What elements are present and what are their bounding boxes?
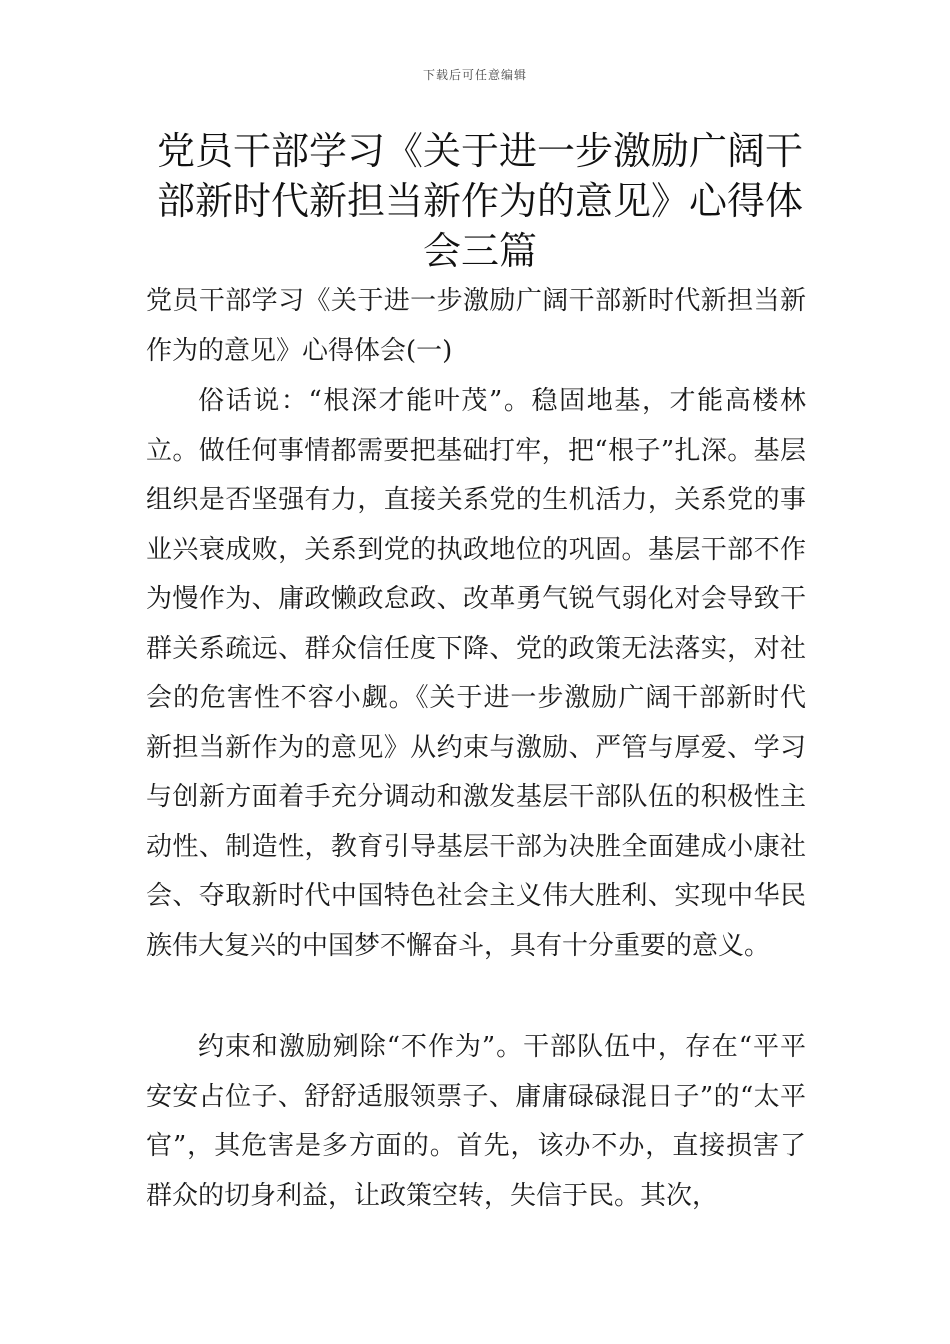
header-note: 下载后可任意编辑 — [422, 68, 527, 82]
section-subtitle: 党员干部学习《关于进一步激励广阔干部新时代新担当新作为的意见》心得体会(一) — [146, 286, 806, 366]
paragraph-2: 约束和激励剜除“不作为”。干部队伍中，存在“平平安安占位子、舒舒适服领票子、庸庸碌碌混日子”的“太平官”，其危害是多方面的。首先，该办不办，直接损害了群众的切身利益，让政策空转，失信于民。其次， — [146, 1032, 806, 1211]
document-title: 党员干部学习《关于进一步激励广阔干部新时代新担当新作为的意见》心得体会三篇 — [156, 129, 803, 273]
paragraph-1: 俗话说：“根深才能叶茂”。稳固地基，才能高楼林立。做任何事情都需要把基础打牢，把“根子”扎深。基层组织是否坚强有力，直接关系党的生机活力，关系党的事业兴衰成败，关系到党的执政地位的巩固。基层干部不作为慢作为、庸政懒政怠政、改革勇气锐气弱化对会导致干群关系疏远、群众信任度下降、党的政策无法落实，对社会的危害性不容小觑。《关于进一步激励广阔干部新时代新担当新作为的意见》从约束与激励、严管与厚爱、学习与创新方面着手充分调动和激发基层干部队伍的积极性主动性、制造性，教育引导基层干部为决胜全面建成小康社会、夺取新时代中国特色社会主义伟大胜利、实现中华民族伟大复兴的中国梦不懈奋斗，具有十分重要的意义。 — [146, 386, 806, 961]
